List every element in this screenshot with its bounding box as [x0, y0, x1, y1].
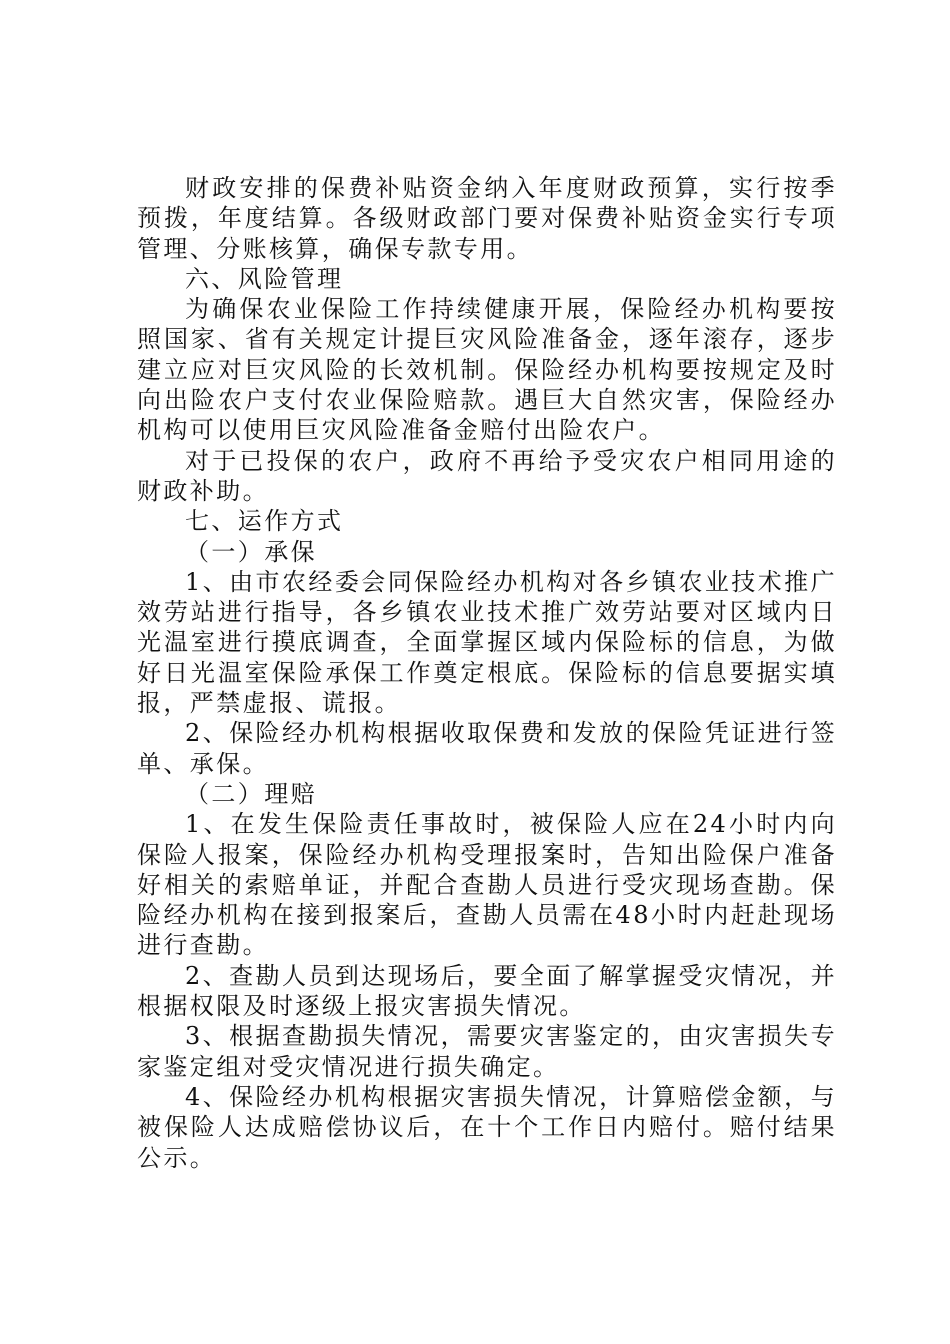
paragraph-claims-1: 1、在发生保险责任事故时，被保险人应在24小时内向保险人报案，保险经办机构受理报案时，告知出险保户准备好相关的索赔单证，并配合查勘人员进行受灾现场查勘。保险经办机构在接到报案后，查勘人员需在48小时内赶赴现场进行查勘。	[137, 810, 837, 960]
paragraph-claims-2: 2、查勘人员到达现场后，要全面了解掌握受灾情况，并根据权限及时逐级上报灾害损失情况。	[137, 961, 837, 1021]
paragraph-catastrophe-reserve: 为确保农业保险工作持续健康开展，保险经办机构要按照国家、省有关规定计提巨灾风险准备金，逐年滚存，逐步建立应对巨灾风险的长效机制。保险经办机构要按规定及时向出险农户支付农业保险赔款。遇巨大自然灾害，保险经办机构可以使用巨灾风险准备金赔付出险农户。	[137, 295, 837, 445]
document-body	[137, 173, 837, 1173]
paragraph-subsidy-budget: 财政安排的保费补贴资金纳入年度财政预算，实行按季预拨，年度结算。各级财政部门要对保费补贴资金实行专项管理、分账核算，确保专款专用。	[137, 174, 837, 263]
section-heading-operation: 七、运作方式	[185, 507, 344, 536]
subsection-heading-claims: （二）理赔	[185, 779, 317, 808]
paragraph-claims-3: 3、根据查勘损失情况，需要灾害鉴定的，由灾害损失专家鉴定组对受灾情况进行损失确定。	[137, 1022, 837, 1081]
paragraph-no-duplicate-subsidy: 对于已投保的农户，政府不再给予受灾农户相同用途的财政补助。	[137, 446, 837, 505]
subsection-heading-underwriting: （一）承保	[185, 537, 317, 566]
paragraph-underwriting-2: 2、保险经办机构根据收取保费和发放的保险凭证进行签单、承保。	[137, 719, 837, 778]
paragraph-claims-4: 4、保险经办机构根据灾害损失情况，计算赔偿金额，与被保险人达成赔偿协议后，在十个工作日内赔付。赔付结果公示。	[137, 1082, 837, 1172]
paragraph-underwriting-1: 1、由市农经委会同保险经办机构对各乡镇农业技术推广效劳站进行指导，各乡镇农业技术推广效劳站要对区域内日光温室进行摸底调查，全面掌握区域内保险标的信息，为做好日光温室保险承保工作奠定根底。保险标的信息要据实填报，严禁虚报、谎报。	[137, 567, 837, 718]
section-heading-risk-management: 六、风险管理	[185, 264, 344, 293]
